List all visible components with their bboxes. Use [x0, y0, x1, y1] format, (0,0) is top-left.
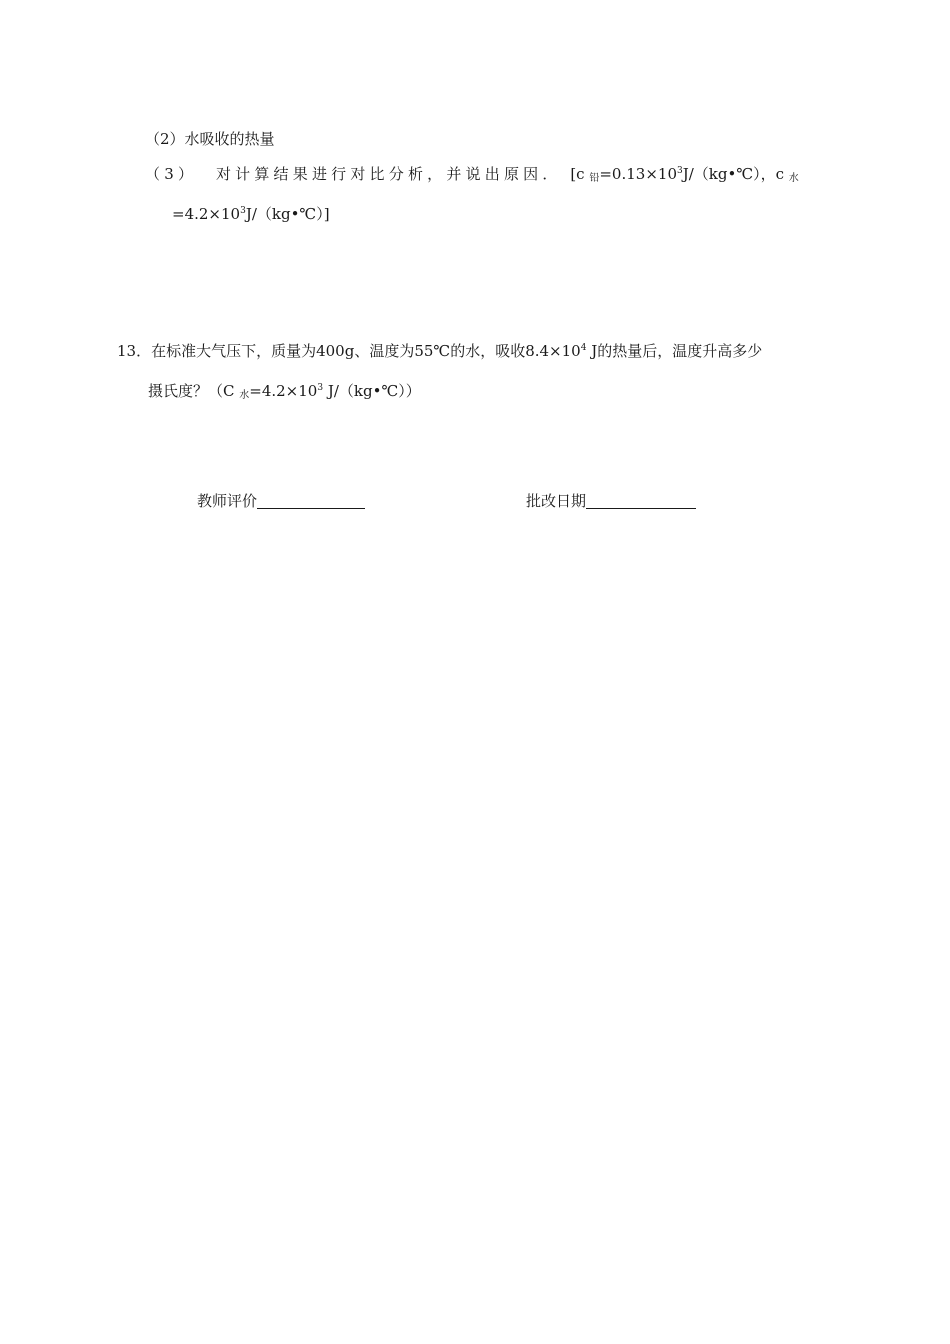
question-13-line-1: 13．在标准大气压下，质量为400g、温度为55℃的水，吸收$8.4\times 10^4$ J的热量后，温度升高多少 [117, 342, 763, 360]
question-13-number: 13． [117, 342, 152, 360]
item-3-line-1 [145, 164, 799, 184]
item-3-formula-part-1: [c $_铅=0.13\times 10^3J/(kg•℃)$，c $_水$ [570, 165, 799, 184]
teacher-evaluation-label: 教师评价 [197, 492, 258, 510]
question-13-line-2: 摄氏度？（C $_水=4.2\times 10^3$ J/（kg•℃）） [148, 382, 421, 401]
grading-date-label: 批改日期 [526, 492, 587, 510]
grading-date-field [526, 491, 696, 511]
teacher-evaluation-blank[interactable] [257, 491, 365, 509]
item-3-text: 对计算结果进行对比分析，并说出原因． [215, 165, 562, 183]
item-2-text: （2）水吸收的热量 [145, 130, 275, 148]
item-3-number: （3） [145, 165, 198, 183]
grading-date-blank[interactable] [586, 491, 696, 509]
item-3-line-2: $=4.2\times 10^3J/(kg•℃)$] [172, 205, 330, 223]
teacher-evaluation-field [197, 491, 365, 511]
